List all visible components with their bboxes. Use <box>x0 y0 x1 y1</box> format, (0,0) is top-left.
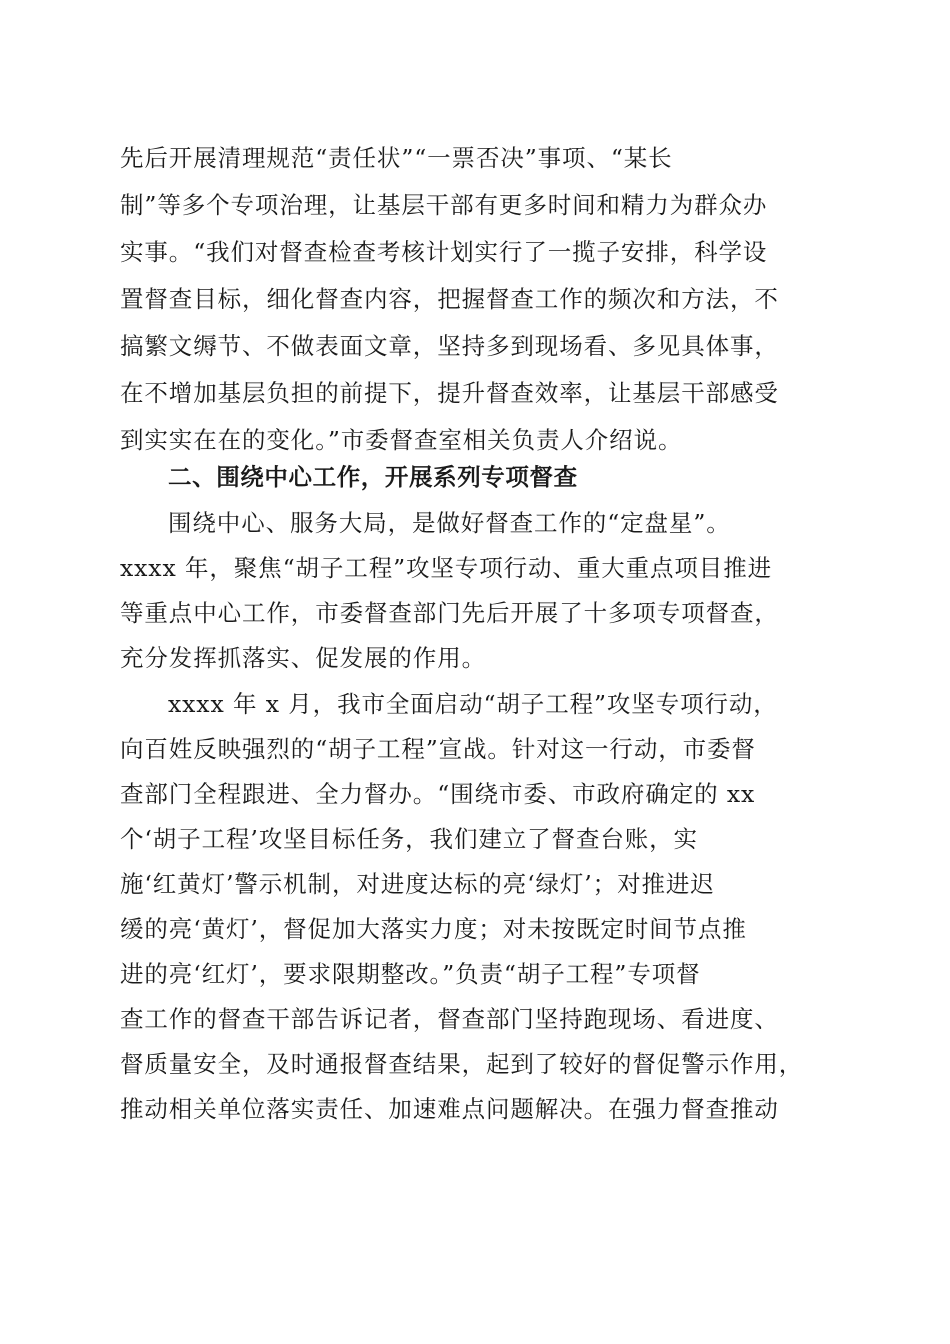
paragraph-2-line-2: xxxx 年，聚焦“胡子工程”攻坚专项行动、重大重点项目推进 <box>120 554 773 582</box>
paragraph-3-line-1: xxxx 年 x 月，我市全面启动“胡子工程”攻坚专项行动， <box>168 690 778 718</box>
paragraph-3-line-2: 向百姓反映强烈的“胡子工程”宣战。针对这一行动，市委督 <box>120 735 756 763</box>
paragraph-1-line-4: 置督查目标，细化督查内容，把握督查工作的频次和方法，不 <box>120 285 779 313</box>
paragraph-1-line-3: 实事。“我们对督查检查考核计划实行了一揽子安排，科学设 <box>120 238 768 266</box>
paragraph-3-line-9: 督质量安全，及时通报督查结果，起到了较好的督促警示作用， <box>120 1050 804 1078</box>
paragraph-2-line-4: 充分发挥抓落实、促发展的作用。 <box>120 644 486 672</box>
paragraph-3-line-5: 施‘红黄灯’警示机制，对进度达标的亮‘绿灯’；对推进迟 <box>120 870 715 898</box>
paragraph-3-line-6: 缓的亮‘黄灯’，督促加大落实力度；对未按既定时间节点推 <box>120 915 747 943</box>
paragraph-1-line-2: 制”等多个专项治理，让基层干部有更多时间和精力为群众办 <box>120 191 768 219</box>
paragraph-1-line-6: 在不增加基层负担的前提下，提升督查效率，让基层干部感受 <box>120 379 779 407</box>
paragraph-3-line-10: 推动相关单位落实责任、加速难点问题解决。在强力督查推动 <box>120 1095 779 1123</box>
paragraph-3-line-8: 查工作的督查干部告诉记者，督查部门坚持跑现场、看进度、 <box>120 1005 779 1033</box>
paragraph-1-line-5: 搞繁文缛节、不做表面文章，坚持多到现场看、多见具体事， <box>120 332 779 360</box>
paragraph-2-line-1: 围绕中心、服务大局，是做好督查工作的“定盘星”。 <box>168 509 731 537</box>
paragraph-3-line-7: 进的亮‘红灯’，要求限期整改。”负责“胡子工程”专项督 <box>120 960 701 988</box>
paragraph-2-line-3: 等重点中心工作，市委督查部门先后开展了十多项专项督查， <box>120 599 779 627</box>
paragraph-1-line-7: 到实实在在的变化。”市委督查室相关负责人介绍说。 <box>120 426 683 454</box>
section-heading: 二、围绕中心工作，开展系列专项督查 <box>168 463 578 491</box>
paragraph-1-line-1: 先后开展清理规范“责任状”“一票否决”事项、“某长 <box>120 144 673 172</box>
paragraph-3-line-3: 查部门全程跟进、全力督办。“围绕市委、市政府确定的 xx <box>120 780 756 808</box>
paragraph-3-line-4: 个‘胡子工程’攻坚目标任务，我们建立了督查台账，实 <box>120 825 698 853</box>
